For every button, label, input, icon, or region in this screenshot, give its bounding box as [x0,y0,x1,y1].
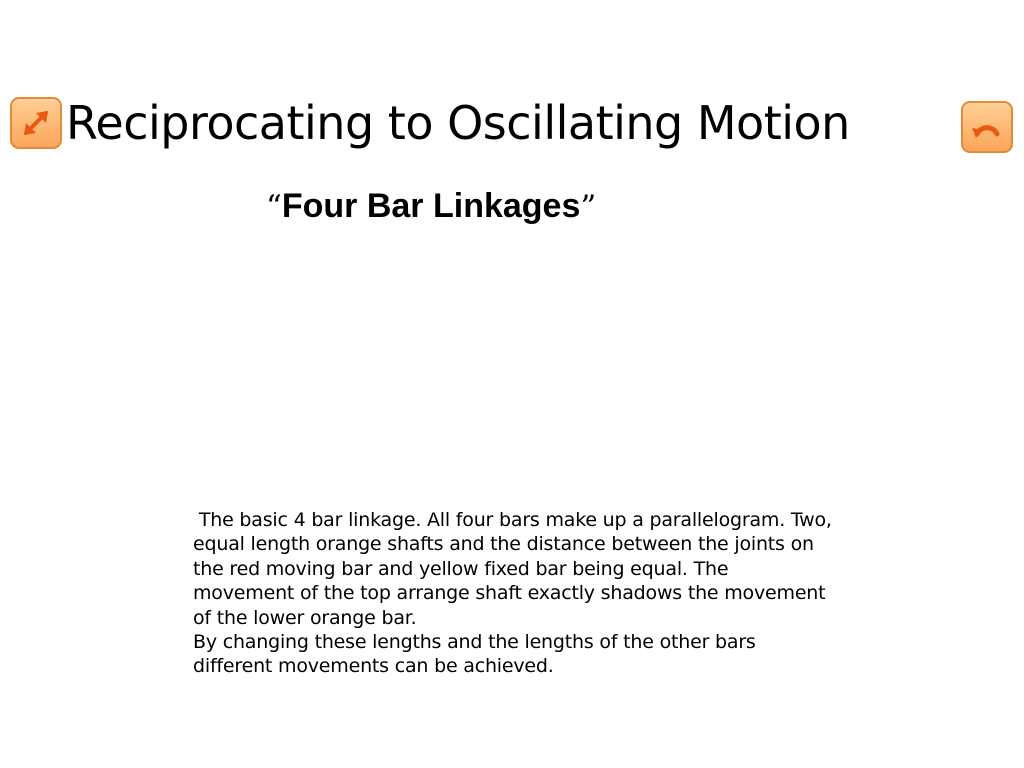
body-paragraph-2: By changing these lengths and the lengths of the other bars different movements can be achieved. [193,631,756,678]
return-arrow-button[interactable] [961,101,1013,153]
open-quote: “ [266,189,282,225]
resize-arrow-button[interactable] [10,97,62,149]
subtitle-text: Four Bar Linkages [281,187,581,225]
body-paragraph-1: The basic 4 bar linkage. All four bars make up a parallelogram. Two, equal length orange shafts and the distance between the joints on the red moving bar and yellow fixed bar being equal. The movement of the top arrange shaft exactly shadows the movement of the lower orange bar. [193,509,838,629]
close-quote: ” [580,189,597,225]
body-text [193,508,838,679]
resize-arrow-icon [18,105,54,141]
slide-title: Reciprocating to Oscillating Motion [66,96,850,150]
return-arrow-icon [968,112,1006,142]
slide-subtitle [266,183,596,230]
